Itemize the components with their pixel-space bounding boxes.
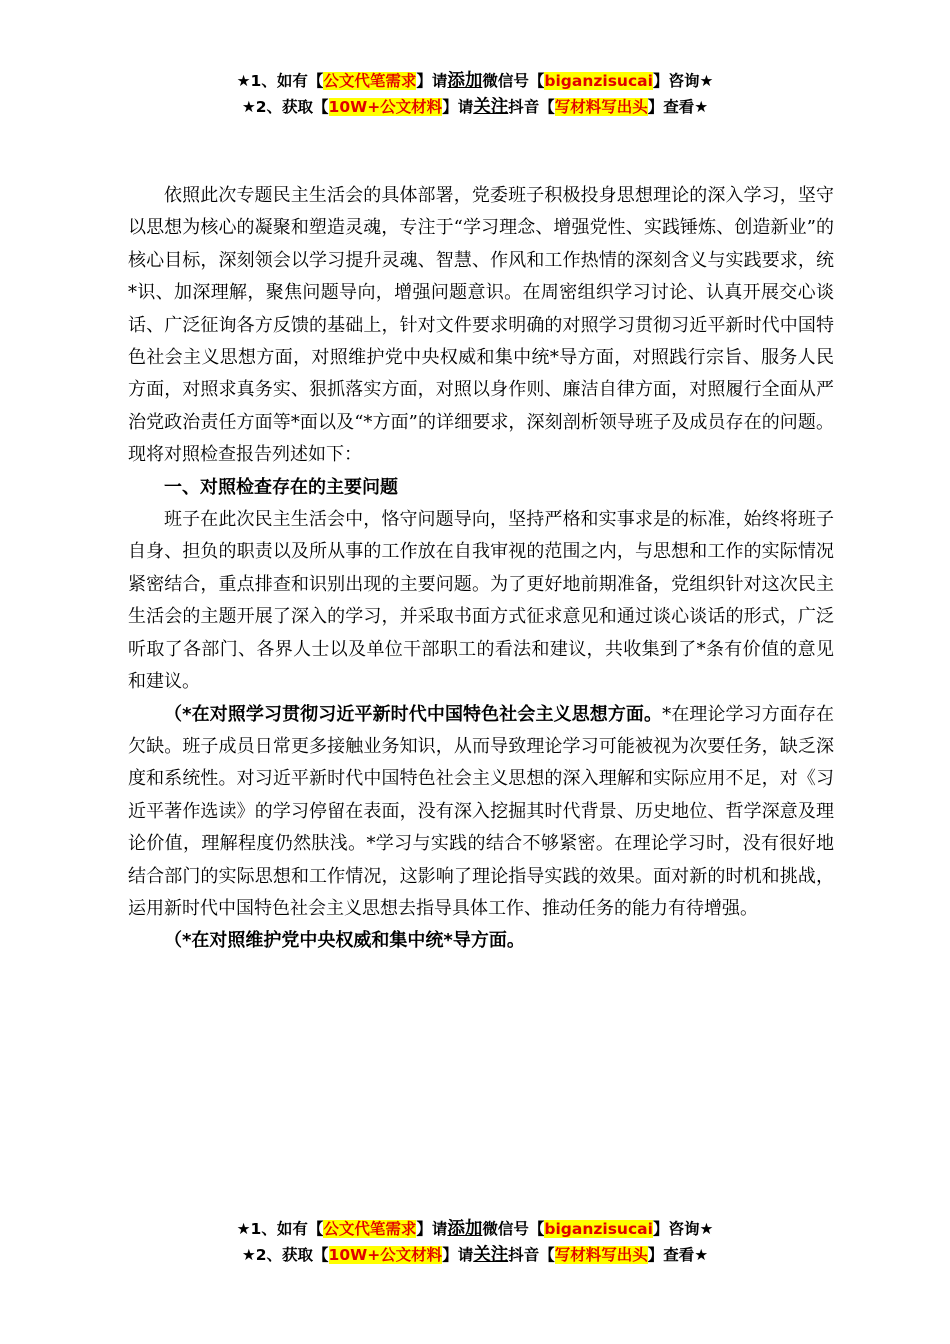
intro-paragraph: 依照此次专题民主生活会的具体部署，党委班子积极投身思想理论的深入学习，坚守以思想为核心的凝聚和塑造灵魂，专注于“学习理念、增强党性、实践锤炼、创造新业”的核心目标，深刻领会以学习提升灵魂、智慧、作风和工作热情的深刻含义与实践要求，统*识、加深理解，聚焦问题导向，增强问题意识。在周密组织学习讨论、认真开展交心谈话、广泛征询各方反馈的基础上，针对文件要求明确的对照学习贯彻习近平新时代中国特色社会主义思想方面，对照维护党中央权威和集中统*导方面，对照践行宗旨、服务人民方面，对照求真务实、狠抓落实方面，对照以身作则、廉洁自律方面，对照履行全面从严治党政治责任方面等*面以及“*方面”的详细要求，深刻剖析领导班子及成员存在的问题。现将对照检查报告列述如下：	[128, 185, 834, 466]
banner-text: 微信号【	[482, 1220, 545, 1238]
banner-emphasis: 添加	[447, 1219, 483, 1239]
banner-douyin-account: 写材料写出头	[554, 98, 648, 116]
banner-text: ★2、获取【	[241, 98, 329, 116]
banner-highlight: 公文代笔需求	[323, 1220, 417, 1238]
banner-line-2	[0, 94, 950, 120]
banner-text: 】查看★	[647, 1246, 709, 1264]
banner-emphasis: 关注	[473, 97, 509, 117]
banner-text: 】请	[442, 1246, 474, 1264]
banner-highlight: 10W+公文材料	[328, 1246, 443, 1264]
document-body	[128, 180, 834, 958]
subsection-heading: （*在对照维护党中央权威和集中统*导方面。	[164, 930, 525, 952]
banner-line-2	[0, 1242, 950, 1268]
paragraph	[128, 925, 834, 957]
banner-line-1	[0, 68, 950, 94]
banner-text: 】请	[416, 72, 448, 90]
banner-highlight: 公文代笔需求	[323, 72, 417, 90]
banner-text: ★1、如有【	[236, 1220, 324, 1238]
banner-douyin-account: 写材料写出头	[554, 1246, 648, 1264]
banner-highlight: 10W+公文材料	[328, 98, 443, 116]
banner-text: ★1、如有【	[236, 72, 324, 90]
banner-wechat-id: biganzisucai	[544, 1220, 653, 1238]
banner-text: 】查看★	[647, 98, 709, 116]
subsection-heading: （*在对照学习贯彻习近平新时代中国特色社会主义思想方面。	[164, 703, 663, 725]
paragraph-body: *在理论学习方面存在欠缺。班子成员日常更多接触业务知识，从而导致理论学习可能被视为次要任务，缺乏深度和系统性。对习近平新时代中国特色社会主义思想的深入理解和实际应用不足，对《习近平著作选读》的学习停留在表面，没有深入挖掘其时代背景、历史地位、哲学深意及理论价值，理解程度仍然肤浅。*学习与实践的结合不够紧密。在理论学习时，没有很好地结合部门的实际思想和工作情况，这影响了理论指导实践的效果。面对新的时机和挑战，运用新时代中国特色社会主义思想去指导具体工作、推动任务的能力有待增强。	[128, 703, 834, 919]
banner-emphasis: 关注	[473, 1245, 509, 1265]
banner-text: 】咨询★	[652, 72, 714, 90]
footer-banner	[0, 1216, 950, 1268]
banner-text: 】请	[442, 98, 474, 116]
banner-text: 】咨询★	[652, 1220, 714, 1238]
banner-text: 】请	[416, 1220, 448, 1238]
banner-emphasis: 添加	[447, 71, 483, 91]
banner-wechat-id: biganzisucai	[544, 72, 653, 90]
banner-text: 微信号【	[482, 72, 545, 90]
header-banner	[0, 68, 950, 120]
banner-text: 抖音【	[508, 1246, 555, 1264]
banner-text: 抖音【	[508, 98, 555, 116]
paragraph	[128, 699, 834, 926]
banner-text: ★2、获取【	[241, 1246, 329, 1264]
section-heading: 一、对照检查存在的主要问题	[164, 476, 398, 498]
banner-line-1	[0, 1216, 950, 1242]
paragraph: 班子在此次民主生活会中，恪守问题导向，坚持严格和实事求是的标准，始终将班子自身、担负的职责以及所从事的工作放在自我审视的范围之内，与思想和工作的实际情况紧密结合，重点排查和识别出现的主要问题。为了更好地前期准备，党组织针对这次民主生活会的主题开展了深入的学习，并采取书面方式征求意见和通过谈心谈话的形式，广泛听取了各部门、各界人士以及单位干部职工的看法和建议，共收集到了*条有价值的意见和建议。	[128, 509, 834, 693]
